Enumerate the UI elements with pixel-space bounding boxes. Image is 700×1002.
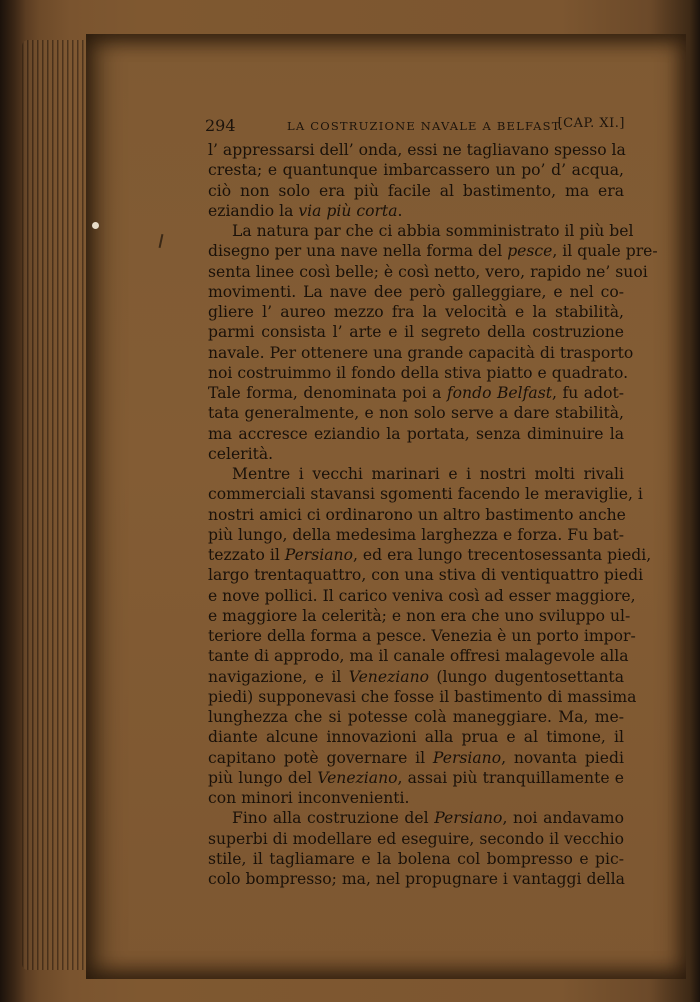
text-run: colo bompresso; ma, nel propugnare i vantaggi della xyxy=(208,870,625,888)
text-line xyxy=(208,565,644,585)
italic-text: Veneziano xyxy=(348,667,429,686)
text-run: l’ appressarsi dell’ onda, essi ne tagliavano spesso la xyxy=(208,141,626,159)
binding-hole-mark xyxy=(92,222,99,229)
text-line xyxy=(208,262,648,282)
text-run: movimenti. La nave dee però galleggiare, e nel co- xyxy=(208,282,624,301)
text-line xyxy=(208,849,624,869)
text-line xyxy=(208,282,624,302)
text-line xyxy=(208,829,624,849)
text-run: La natura par che ci abbia somministrato il più bel xyxy=(232,222,634,240)
text-run: capitano potè governare il xyxy=(208,748,433,767)
text-run: piedi) supponevasi che fosse il bastimento di massima xyxy=(208,687,637,706)
text-run: eziandio la xyxy=(208,201,299,220)
text-run: e maggiore la celerità; e non era che uno sviluppo ul- xyxy=(208,606,631,625)
page-number: 294 xyxy=(205,116,236,135)
running-title: LA COSTRUZIONE NAVALE A BELFAST. xyxy=(287,119,564,133)
text-line xyxy=(208,667,624,687)
italic-text: via più corta xyxy=(298,201,398,220)
text-line xyxy=(208,808,624,828)
text-run: e nove pollici. Il carico veniva così ad esser maggiore, xyxy=(208,586,636,605)
text-line xyxy=(208,768,624,788)
chapter-label: [CAP. XI.] xyxy=(557,116,625,131)
text-line xyxy=(208,363,629,383)
text-line xyxy=(208,788,624,808)
text-line xyxy=(208,505,624,525)
text-run: , assai più tranquillamente e xyxy=(397,768,624,787)
text-line xyxy=(208,464,624,484)
text-run: più lungo, della medesima larghezza e forza. Fu bat- xyxy=(208,525,624,544)
text-run: celerità. xyxy=(208,444,274,463)
text-line xyxy=(208,201,624,221)
text-run: ma accresce eziandio la portata, senza diminuire la xyxy=(208,424,624,443)
text-line xyxy=(208,383,624,403)
running-header xyxy=(205,116,625,138)
text-line xyxy=(208,484,643,504)
text-run: , il quale pre- xyxy=(552,242,658,261)
text-run: Fino alla costruzione del xyxy=(232,809,435,828)
text-run: tezzato il xyxy=(208,546,285,564)
italic-text: Persiano xyxy=(434,809,503,828)
text-line xyxy=(208,586,636,606)
text-line xyxy=(208,444,624,464)
text-run: nostri amici ci ordinarono un altro bastimento anche xyxy=(208,505,626,524)
text-run: navigazione, e il xyxy=(208,667,349,686)
text-line xyxy=(208,302,624,322)
text-line xyxy=(208,606,631,626)
text-run: più lungo del xyxy=(208,768,318,787)
text-run: , novanta piedi xyxy=(501,748,624,767)
text-run: , ed era lungo trecentosessanta piedi, xyxy=(352,546,652,564)
text-line xyxy=(208,221,634,241)
text-line xyxy=(208,646,629,666)
text-run: diante alcune innovazioni alla prua e al timone, il xyxy=(208,728,624,747)
text-run: Mentre i vecchi marinari e i nostri molti rivali xyxy=(232,465,624,483)
text-line xyxy=(208,140,624,160)
text-run: tata generalmente, e non solo serve a dare stabilità, xyxy=(208,404,624,423)
text-run: , noi andavamo xyxy=(502,809,624,828)
text-line xyxy=(208,626,636,646)
text-line xyxy=(208,181,624,201)
text-run: con minori inconvenienti. xyxy=(208,789,410,807)
text-line xyxy=(208,525,624,545)
text-run: disegno per una nave nella forma del xyxy=(208,242,508,261)
text-run: superbi di modellare ed eseguire, secondo il vecchio xyxy=(208,829,624,848)
text-run: senta linee così belle; è così netto, vero, rapido ne’ suoi xyxy=(208,262,648,281)
text-run: largo trentaquattro, con una stiva di ventiquattro piedi xyxy=(208,566,644,585)
text-line xyxy=(208,748,624,768)
text-run: stile, il tagliamare e la bolena col bompresso e pic- xyxy=(208,849,624,868)
text-line xyxy=(208,343,634,363)
text-line xyxy=(208,687,637,707)
text-run: , fu adot- xyxy=(552,384,624,402)
text-run: ciò non solo era più facile al bastimento, ma era xyxy=(208,181,624,200)
italic-text: Persiano xyxy=(432,748,502,767)
text-line xyxy=(208,241,658,261)
text-run: lunghezza che si potesse colà maneggiare. Ma, me- xyxy=(208,708,624,726)
text-line xyxy=(208,403,624,423)
text-run: (lungo dugentosettanta xyxy=(429,667,624,686)
text-line xyxy=(208,160,624,180)
text-line xyxy=(208,727,624,747)
text-run: tante di approdo, ma il canale offresi malagevole alla xyxy=(208,647,629,666)
text-line xyxy=(208,707,624,727)
italic-text: pesce xyxy=(507,242,553,261)
italic-text: Veneziano xyxy=(317,768,398,787)
text-run: parmi consista l’ arte e il segreto della costruzione xyxy=(208,323,624,342)
text-run: cresta; e quantunque imbarcassero un po’ d’ acqua, xyxy=(208,161,624,180)
text-line xyxy=(208,424,624,444)
italic-text: fondo Belfast xyxy=(446,384,552,402)
text-run: navale. Per ottenere una grande capacità di trasporto xyxy=(208,343,634,362)
text-run: teriore della forma a pesce. Venezia è un porto impor- xyxy=(208,627,636,645)
text-run: gliere l’ aureo mezzo fra la velocità e la stabilità, xyxy=(208,303,624,321)
text-run: commerciali stavansi sgomenti facendo le meraviglie, i xyxy=(208,485,643,504)
text-run: Tale forma, denominata poi a xyxy=(208,384,447,402)
text-line xyxy=(208,545,652,565)
text-run: noi costruimmo il fondo della stiva piatto e quadrato. xyxy=(208,363,629,382)
body-text xyxy=(208,140,658,889)
text-run: . xyxy=(397,201,403,220)
text-line xyxy=(208,869,624,889)
italic-text: Persiano xyxy=(284,546,353,564)
page-edges xyxy=(22,40,92,970)
text-line xyxy=(208,322,624,342)
